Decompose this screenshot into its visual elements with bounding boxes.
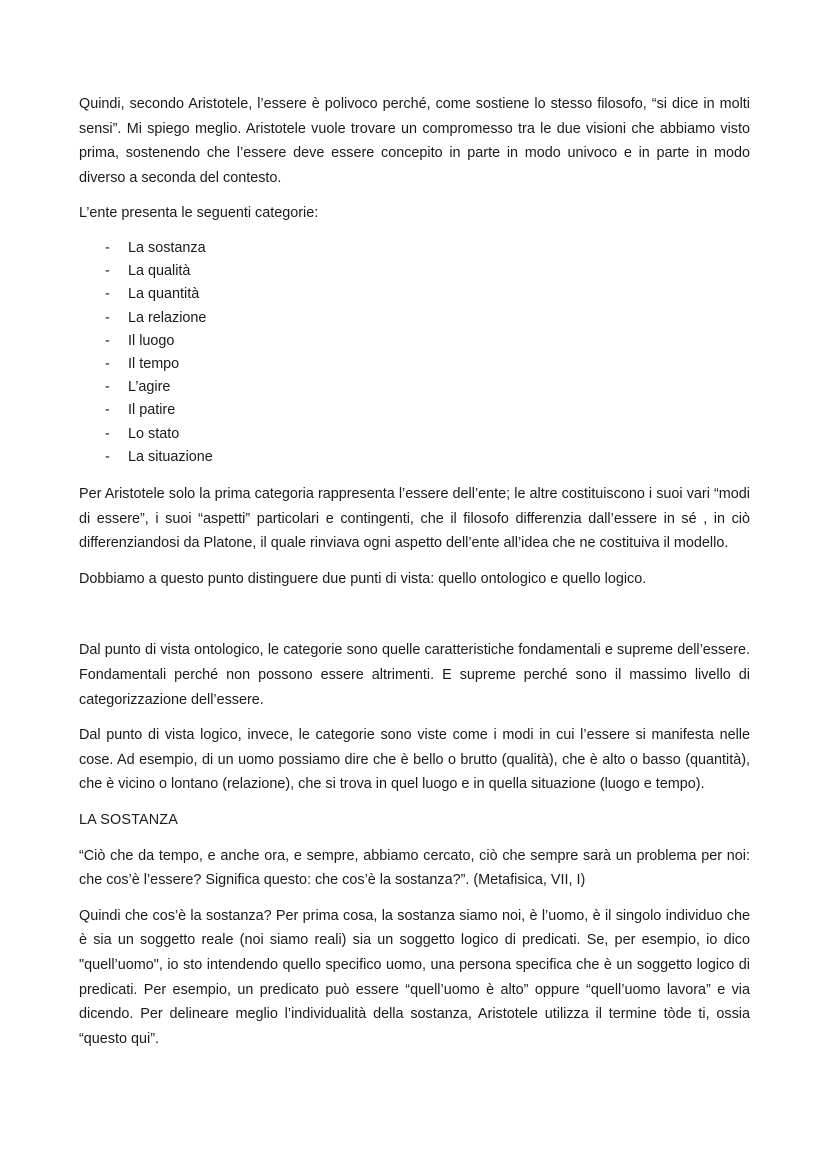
list-marker: - bbox=[105, 286, 110, 303]
list-marker: - bbox=[105, 402, 110, 419]
list-item bbox=[79, 237, 750, 260]
list-item-label: La situazione bbox=[128, 448, 213, 465]
list-item bbox=[79, 307, 750, 330]
list-item-label: Il tempo bbox=[128, 355, 180, 372]
list-item-label: Il patire bbox=[128, 402, 176, 419]
list-item-label: La relazione bbox=[128, 309, 207, 326]
list-item bbox=[79, 423, 750, 446]
list-marker: - bbox=[105, 425, 110, 442]
list-item-label: L’agire bbox=[128, 379, 171, 396]
list-item-label: Lo stato bbox=[128, 425, 180, 442]
paragraph-polivoco: Quindi, secondo Aristotele, l’essere è polivoco perché, come sostiene lo stesso filosofo, “si dice in molti sensi”. Mi spiego meglio. Aristotele vuole trovare un compromesso tra le due visioni che abbiamo visto prima, sostenendo che l’essere deve essere concepito in parte in modo univoco e in parte in modo diverso a seconda del contesto. bbox=[79, 96, 750, 186]
paragraph-punto-di-vista-logico: Dal punto di vista logico, invece, le categorie sono viste come i modi in cui l’essere si manifesta nelle cose. Ad esempio, di un uomo possiamo dire che è bello o brutto (qualità), che è alto o basso (quantità), che è vicino o lontano (relazione), che si trova in quel luogo e in quella situazione (luogo e tempo). bbox=[79, 727, 750, 793]
list-item bbox=[79, 446, 750, 469]
list-marker: - bbox=[105, 263, 110, 280]
paragraph-categorie-intro: L’ente presenta le seguenti categorie: bbox=[79, 205, 319, 222]
list-marker: - bbox=[105, 448, 110, 465]
list-item-label: La qualità bbox=[128, 263, 191, 280]
list-marker: - bbox=[105, 239, 110, 256]
list-item bbox=[79, 376, 750, 399]
paragraph-punto-di-vista-ontologico: Dal punto di vista ontologico, le categorie sono quelle caratteristiche fondamentali e supreme dell’essere. Fondamentali perché non possono essere altrimenti. E supreme perché sono il massimo livello di categorizzazione dell’essere. bbox=[79, 642, 750, 708]
list-item-label: La quantità bbox=[128, 286, 200, 303]
list-item bbox=[79, 399, 750, 422]
paragraph-due-punti-di-vista: Dobbiamo a questo punto distinguere due punti di vista: quello ontologico e quello logico. bbox=[79, 570, 647, 587]
list-marker: - bbox=[105, 355, 110, 372]
paragraph-cos-e-la-sostanza: Quindi che cos’è la sostanza? Per prima cosa, la sostanza siamo noi, è l’uomo, è il singolo individuo che è sia un soggetto reale (noi siamo reali) sia un soggetto logico di predicati. Se, per esempio, io dico "quell’uomo", io sto intendendo quello specifico uomo, una persona specifica che è un soggetto logico di predicati. Per esempio, un predicato può essere “quell’uomo è alto” oppure “quell’uomo lavora” e via dicendo. Per delineare meglio l’individualità della sostanza, Aristotele utilizza il termine tòde ti, ossia “questo qui”. bbox=[79, 907, 750, 1047]
list-item-label: La sostanza bbox=[128, 239, 206, 256]
list-marker: - bbox=[105, 379, 110, 396]
paragraph-prima-categoria: Per Aristotele solo la prima categoria rappresenta l’essere dell’ente; le altre costituiscono i suoi vari “modi di essere”, i suoi “aspetti” particolari e contingenti, che il filosofo differenzia dall’essere in sé , in ciò differenziandosi da Platone, il quale rinviava ogni aspetto dell’ente all’idea che ne costituiva il modello. bbox=[79, 486, 750, 552]
list-item-label: Il luogo bbox=[128, 332, 175, 349]
list-item bbox=[79, 353, 750, 376]
categories-list bbox=[79, 237, 750, 469]
list-marker: - bbox=[105, 309, 110, 326]
section-heading-la-sostanza: LA SOSTANZA bbox=[79, 811, 178, 828]
paragraph-citazione-metafisica: “Ciò che da tempo, e anche ora, e sempre, abbiamo cercato, ciò che sempre sarà un problema per noi: che cos’è l’essere? Significa questo: che cos’è la sostanza?”. (Metafisica, VII, I) bbox=[79, 847, 750, 889]
document-body bbox=[79, 92, 750, 1062]
list-item bbox=[79, 330, 750, 353]
list-marker: - bbox=[105, 332, 110, 349]
list-item bbox=[79, 260, 750, 283]
list-item bbox=[79, 283, 750, 306]
